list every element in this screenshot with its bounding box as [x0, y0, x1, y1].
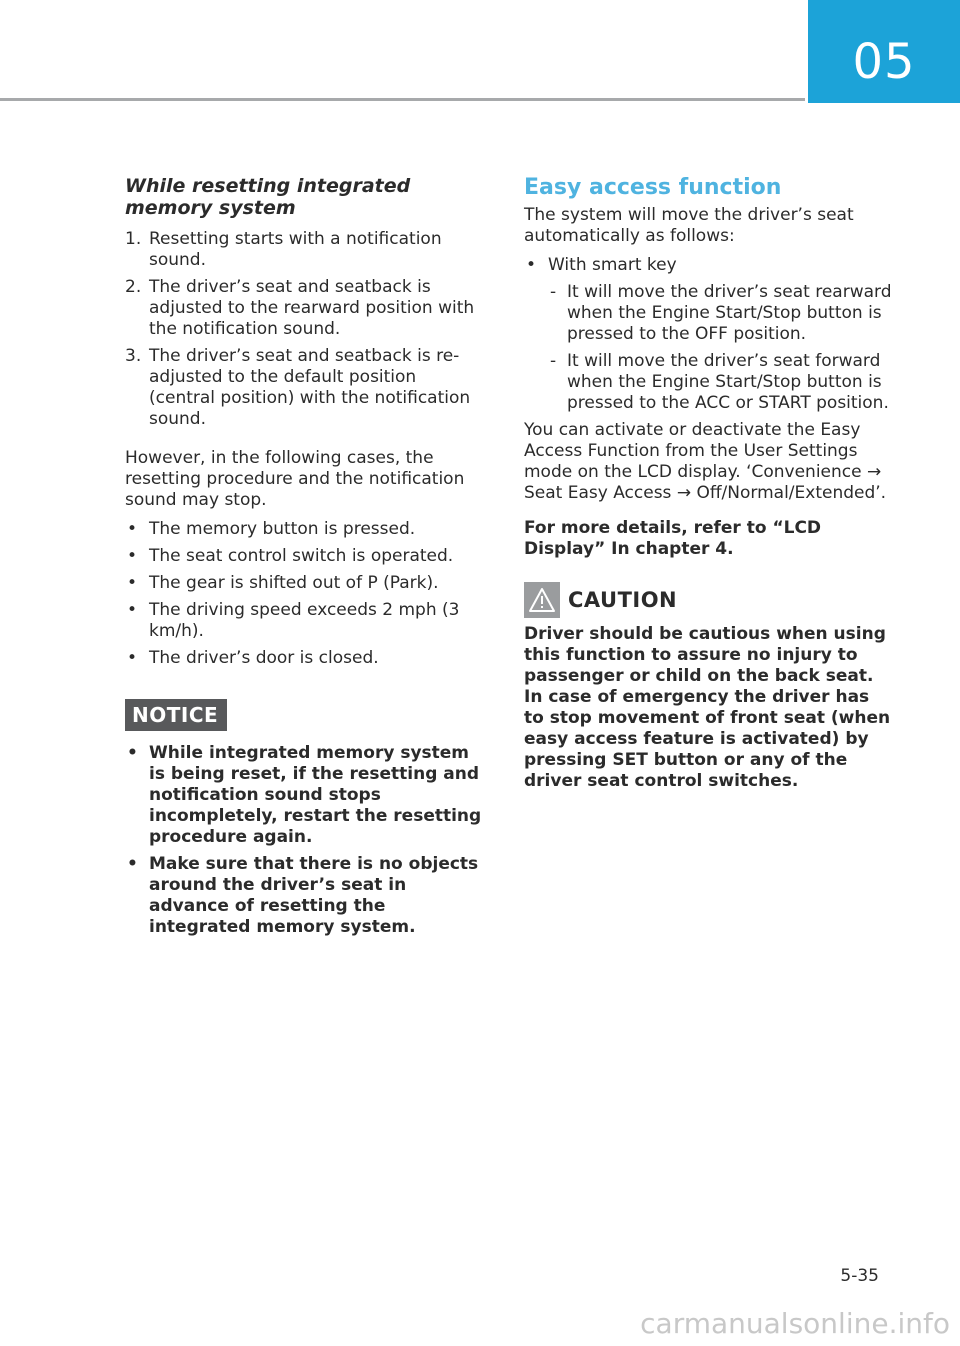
- step-number: 2.: [125, 277, 142, 297]
- bullet-icon: •: [127, 546, 138, 566]
- warning-triangle-icon: [524, 582, 560, 618]
- list-item: [125, 573, 487, 594]
- notice-badge: NOTICE: [125, 699, 227, 731]
- section-heading: Easy access function: [524, 175, 782, 200]
- more-details-text: For more details, refer to “LCD Display” In chapter 4.: [524, 518, 822, 559]
- smart-key-sub-list: [524, 282, 892, 414]
- notice-text: While integrated memory system is being reset, if the resetting and notification sound stops incompletely, restart the resetting procedure again.: [149, 743, 482, 847]
- dash-icon: -: [550, 282, 557, 302]
- page-number: 5-35: [840, 1266, 879, 1286]
- list-item: [125, 743, 487, 848]
- stop-cases-list: [125, 519, 487, 669]
- stop-cases-intro: However, in the following cases, the resetting procedure and the notification sound may stop.: [125, 448, 465, 510]
- bullet-text: The seat control switch is operated.: [149, 546, 454, 566]
- list-item: [125, 854, 487, 938]
- bullet-text: The gear is shifted out of P (Park).: [149, 573, 439, 593]
- list-item: [125, 546, 487, 567]
- list-item: [548, 282, 892, 345]
- header-divider: [0, 98, 805, 101]
- list-item: [125, 519, 487, 540]
- sub-heading: While resetting integrated memory system: [125, 175, 411, 219]
- step-text: The driver’s seat and seatback is adjusted to the rearward position with the notification sound.: [149, 277, 475, 339]
- bullet-text: The memory button is pressed.: [149, 519, 416, 539]
- list-item: [125, 346, 487, 430]
- chapter-tab: [808, 0, 960, 103]
- watermark: carmanualsonline.info: [640, 1307, 950, 1340]
- easy-access-intro: The system will move the driver’s seat automatically as follows:: [524, 205, 854, 246]
- settings-text: You can activate or deactivate the Easy Access Function from the User Settings mode on the LCD display. ‘Convenience → Seat Easy Access → Off/Normal/Extended’.: [524, 420, 887, 503]
- bullet-text: The driver’s door is closed.: [149, 648, 379, 668]
- reset-steps-list: [125, 229, 487, 430]
- bullet-icon: •: [127, 519, 138, 539]
- bullet-icon: •: [127, 573, 138, 593]
- step-text: Resetting starts with a notification sound.: [149, 229, 442, 270]
- dash-icon: -: [550, 351, 557, 371]
- bullet-icon: •: [127, 854, 138, 874]
- step-text: The driver’s seat and seatback is re-adjusted to the default position (central position) with the notification sound.: [149, 346, 471, 429]
- list-item: [548, 351, 892, 414]
- chapter-number: 05: [852, 34, 916, 90]
- right-column: [524, 175, 892, 792]
- caution-title: CAUTION: [568, 587, 678, 612]
- caution-text: Driver should be cautious when using this function to assure no injury to passenger or child on the back seat. In case of emergency the driver has to stop movement of front seat (when easy access feature is activated) by pressing SET button or any of the driver seat control switches.: [524, 624, 891, 791]
- smart-key-list: [524, 255, 892, 276]
- list-item: [125, 648, 487, 669]
- bullet-text: With smart key: [548, 255, 677, 275]
- notice-text: Make sure that there is no objects around the driver’s seat in advance of resetting the integrated memory system.: [149, 854, 479, 937]
- sub-item-text: It will move the driver’s seat forward when the Engine Start/Stop button is pressed to the ACC or START position.: [567, 351, 889, 413]
- bullet-text: The driving speed exceeds 2 mph (3 km/h).: [149, 600, 460, 641]
- bullet-icon: •: [127, 600, 138, 620]
- list-item: [125, 600, 487, 642]
- list-item: [524, 255, 892, 276]
- step-number: 1.: [125, 229, 142, 249]
- bullet-icon: •: [127, 648, 138, 668]
- bullet-icon: •: [127, 743, 138, 763]
- bullet-icon: •: [526, 255, 537, 275]
- list-item: [125, 277, 487, 340]
- caution-header: [524, 582, 892, 618]
- step-number: 3.: [125, 346, 142, 366]
- list-item: [125, 229, 487, 271]
- left-column: [125, 175, 487, 944]
- notice-list: [125, 743, 487, 938]
- sub-item-text: It will move the driver’s seat rearward when the Engine Start/Stop button is pressed to the OFF position.: [567, 282, 892, 344]
